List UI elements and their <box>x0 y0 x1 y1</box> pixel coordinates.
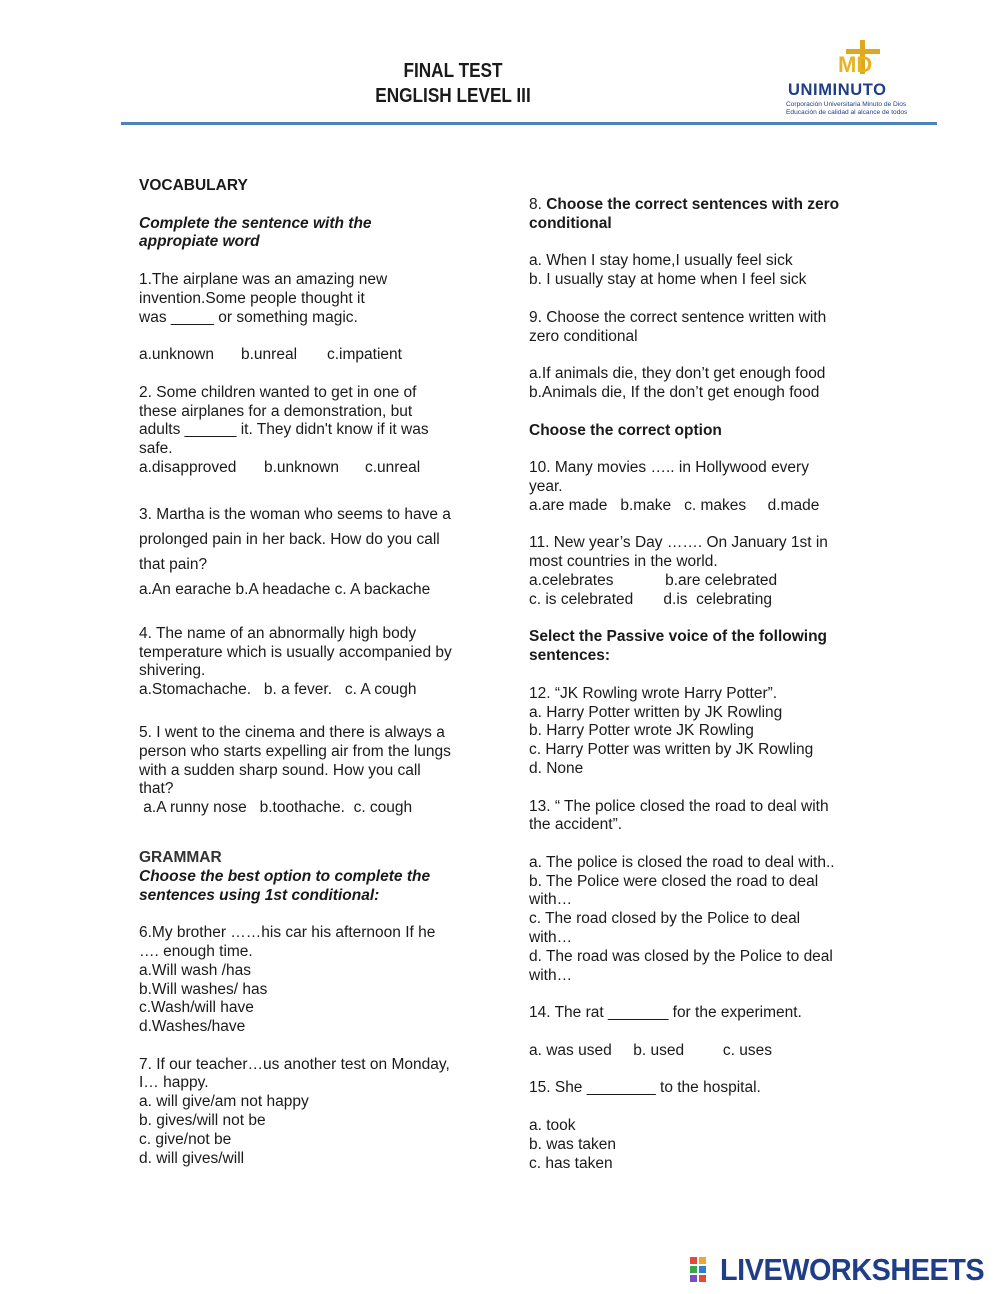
vocabulary-instruction-1: Complete the sentence with the <box>139 214 372 232</box>
q4-line: 4. The name of an abnormally high body <box>139 624 417 642</box>
logo-name: UNIMINUTO <box>788 81 887 99</box>
title-line-1: FINAL TEST <box>403 60 503 82</box>
q15-option-a: a. took <box>529 1117 576 1135</box>
q13-line: the accident”. <box>529 816 623 834</box>
q2-option-a: a.disapproved <box>139 458 237 476</box>
q12-option-d: d. None <box>529 759 584 777</box>
q6-line: …. enough time. <box>139 942 253 960</box>
logo-subtitle-1: Corporación Universitaria Minuto de Dios <box>786 101 907 108</box>
q5-line: with a sudden sharp sound. How you call <box>139 761 421 779</box>
q4-line: shivering. <box>139 662 206 680</box>
q13-option-b: b. The Police were closed the road to deal <box>529 872 819 890</box>
q15-option-b: b. was taken <box>529 1135 617 1153</box>
q10-options: a.are made b.make c. makes d.made <box>529 496 820 514</box>
q2-line: these airplanes for a demonstration, but <box>139 402 413 420</box>
q8-line-1 <box>529 196 874 215</box>
q2-options <box>139 459 484 478</box>
liveworksheets-brand <box>690 1253 990 1287</box>
uniminuto-logo <box>782 38 942 122</box>
logo-subtitle-2: Educación de calidad al alcance de todos <box>786 109 908 116</box>
q12-line: 12. “JK Rowling wrote Harry Potter”. <box>529 684 778 702</box>
q5-line: person who starts expelling air from the lungs <box>139 742 451 760</box>
grammar-instruction-1: Choose the best option to complete the <box>139 867 431 885</box>
q2-line: safe. <box>139 440 173 458</box>
q3-line: prolonged pain in her back. How do you call <box>139 530 440 548</box>
q13-option-d-cont: with… <box>529 966 573 984</box>
q14-line: 14. The rat _______ for the experiment. <box>529 1004 802 1022</box>
q2-line: 2. Some children wanted to get in one of <box>139 383 417 401</box>
q10-line: year. <box>529 477 563 495</box>
q7-line: 7. If our teacher…us another test on Monday, <box>139 1055 450 1073</box>
q13-line: 13. “ The police closed the road to deal with <box>529 797 829 815</box>
q8-option-b: b. I usually stay at home when I feel sick <box>529 271 807 289</box>
q1-option-c: c.impatient <box>327 346 402 364</box>
q15-option-c: c. has taken <box>529 1154 613 1172</box>
q2-option-b: b.unknown <box>264 458 339 476</box>
q9-option-b: b.Animals die, If the don’t get enough food <box>529 383 820 401</box>
q6-option-c: c.Wash/will have <box>139 999 254 1017</box>
q13-option-b-cont: with… <box>529 891 573 909</box>
q1-option-b: b.unreal <box>241 346 298 364</box>
q7-option-a: a. will give/am not happy <box>139 1093 309 1111</box>
q4-options: a.Stomachache. b. a fever. c. A cough <box>139 681 417 699</box>
title-line-2: ENGLISH LEVEL III <box>375 85 531 107</box>
q13-option-c: c. The road closed by the Police to deal <box>529 910 801 928</box>
q8-option-a: a. When I stay home,I usually feel sick <box>529 252 793 270</box>
logo-monogram: MD <box>838 52 873 77</box>
q2-line: adults ______ it. They didn't know if it was <box>139 421 429 439</box>
q4-line: temperature which is usually accompanied by <box>139 643 452 661</box>
grammar-instruction-2: sentences using 1st conditional: <box>139 886 380 904</box>
liveworksheets-icon <box>690 1257 716 1285</box>
q2-option-c: c.unreal <box>365 458 421 476</box>
q9-option-a: a.If animals die, they don’t get enough food <box>529 365 826 383</box>
q5-line: 5. I went to the cinema and there is always a <box>139 723 445 741</box>
q12-option-a: a. Harry Potter written by JK Rowling <box>529 703 783 721</box>
vocabulary-instruction-2: appropiate word <box>139 233 260 251</box>
header-rule <box>121 122 937 125</box>
q6-line: 6.My brother ……his car his afternoon If he <box>139 924 436 942</box>
q1-option-a: a.unknown <box>139 346 214 364</box>
q5-line: that? <box>139 780 174 798</box>
q11-options-row-1: a.celebrates b.are celebrated <box>529 571 778 589</box>
passive-heading-1: Select the Passive voice of the following <box>529 628 828 646</box>
q6-option-a: a.Will wash /has <box>139 961 251 979</box>
q11-options-row-2: c. is celebrated d.is celebrating <box>529 590 772 608</box>
grammar-heading: GRAMMAR <box>139 848 222 866</box>
q1-options <box>139 346 484 365</box>
q9-line: zero conditional <box>529 327 638 345</box>
q6-option-d: d.Washes/have <box>139 1018 246 1036</box>
option-heading: Choose the correct option <box>529 421 722 439</box>
q11-line: 11. New year’s Day ……. On January 1st in <box>529 534 828 552</box>
q15-line: 15. She ________ to the hospital. <box>529 1079 761 1097</box>
q12-option-c: c. Harry Potter was written by JK Rowling <box>529 741 814 759</box>
q11-line: most countries in the world. <box>529 553 718 571</box>
page-title <box>281 59 625 109</box>
q13-option-a: a. The police is closed the road to deal with.. <box>529 853 835 871</box>
q5-options: a.A runny nose b.toothache. c. cough <box>139 799 413 817</box>
q7-option-d: d. will gives/will <box>139 1149 245 1167</box>
left-column <box>139 177 484 1168</box>
q9-line: 9. Choose the correct sentence written with <box>529 308 827 326</box>
q7-option-c: c. give/not be <box>139 1130 232 1148</box>
q3-line: 3. Martha is the woman who seems to have a <box>139 505 451 523</box>
q6-option-b: b.Will washes/ has <box>139 980 268 998</box>
q1-line: invention.Some people thought it <box>139 289 365 307</box>
q1-line: 1.The airplane was an amazing new <box>139 270 388 288</box>
passive-heading-2: sentences: <box>529 647 610 665</box>
right-column <box>529 196 874 1173</box>
q13-option-c-cont: with… <box>529 929 573 947</box>
q14-options: a. was used b. used c. uses <box>529 1041 772 1059</box>
q1-line: was _____ or something magic. <box>139 308 358 326</box>
q7-option-b: b. gives/will not be <box>139 1112 266 1130</box>
q12-option-b: b. Harry Potter wrote JK Rowling <box>529 722 754 740</box>
q7-line: I… happy. <box>139 1074 209 1092</box>
liveworksheets-wordmark: LIVEWORKSHEETS <box>720 1252 985 1287</box>
vocabulary-heading: VOCABULARY <box>139 177 248 194</box>
uniminuto-logo-graphic <box>782 38 942 122</box>
q8-text: Choose the correct sentences with zero <box>546 196 840 213</box>
q10-line: 10. Many movies ….. in Hollywood every <box>529 459 809 477</box>
q3-line: that pain? <box>139 555 208 573</box>
q8-line-2: conditional <box>529 214 612 232</box>
q8-number: 8. <box>529 196 547 213</box>
q3-options: a.An earache b.A headache c. A backache <box>139 580 431 598</box>
q13-option-d: d. The road was closed by the Police to deal <box>529 947 833 965</box>
